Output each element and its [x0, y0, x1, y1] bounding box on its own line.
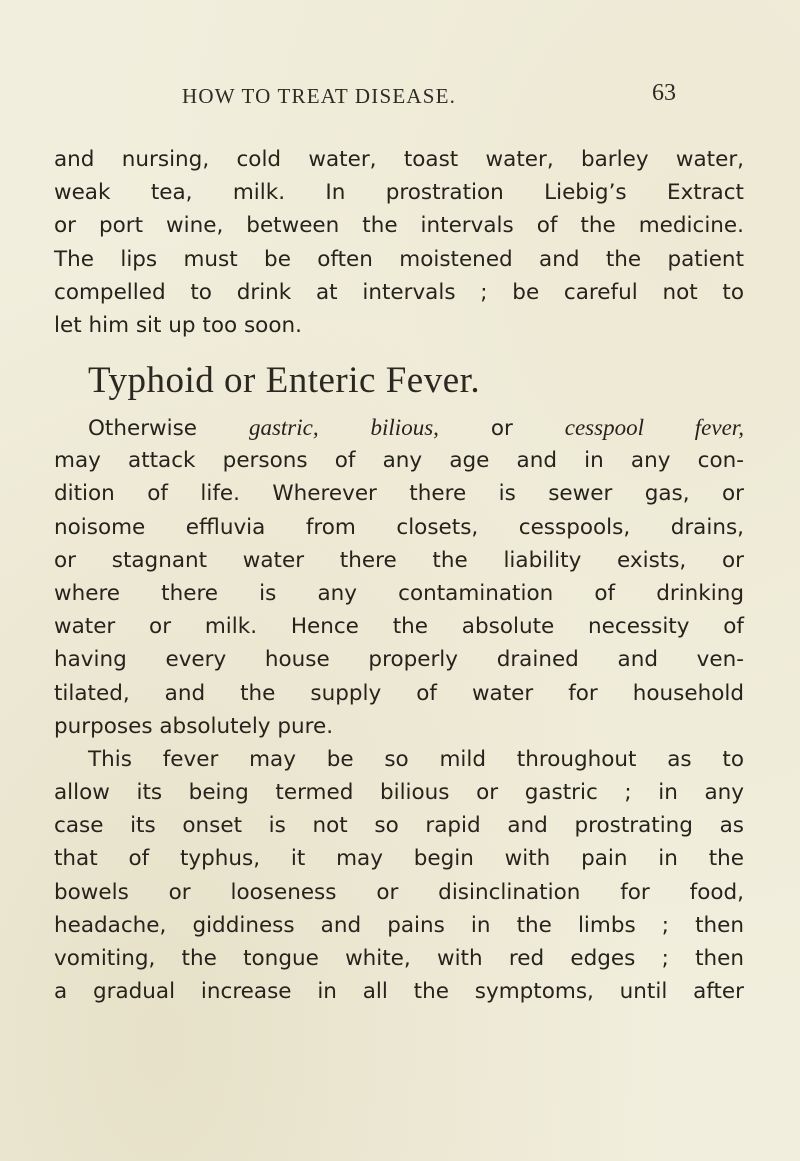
italic-term: gastric,	[248, 415, 319, 440]
text-line: tilated, and the supply of water for household	[54, 680, 744, 706]
text-line: water or milk. Hence the absolute necessity of	[54, 614, 744, 640]
text-line: let him sit up too soon.	[54, 312, 302, 338]
section-heading: Typhoid or Enteric Fever.	[88, 360, 481, 401]
text-line: may attack persons of any age and in any con-	[54, 448, 744, 474]
italic-term: bilious,	[370, 415, 439, 440]
lead-word: Otherwise	[88, 416, 198, 441]
text-line-first: This fever may be so mild throughout as to	[88, 746, 744, 772]
text-line: vomiting, the tongue white, with red edges ; then	[54, 946, 744, 971]
text-line: where there is any contamination of drinking	[54, 580, 744, 606]
text-line: having every house properly drained and ven-	[54, 647, 744, 673]
text-line: case its onset is not so rapid and prostrating as	[54, 813, 744, 839]
text-line: dition of life. Wherever there is sewer gas, or	[54, 481, 744, 507]
italic-term: cesspool fever,	[564, 415, 744, 440]
text-line: allow its being termed bilious or gastric ; in any	[54, 780, 744, 806]
text-line: a gradual increase in all the symptoms, until after	[54, 979, 744, 1005]
text-line: headache, giddiness and pains in the limbs ; then	[54, 912, 744, 938]
text-line: that of typhus, it may begin with pain in the	[54, 846, 744, 872]
text-line: or stagnant water there the liability exists, or	[54, 547, 744, 573]
text-line: or port wine, between the intervals of the medicine.	[54, 213, 744, 239]
text-line-first	[54, 411, 744, 444]
running-head: HOW TO TREAT DISEASE.	[182, 84, 457, 108]
connector-word: or	[490, 416, 513, 441]
paragraph-body	[54, 411, 744, 1008]
paragraph-continuation	[54, 143, 744, 342]
text-line: The lips must be often moistened and the patient	[54, 246, 744, 272]
page-number: 63	[652, 80, 676, 106]
text-line: and nursing, cold water, toast water, barley water,	[54, 147, 744, 172]
text-line: noisome effluvia from closets, cesspools, drains,	[54, 514, 744, 540]
text-line: bowels or looseness or disinclination for food,	[54, 879, 744, 905]
text-line: weak tea, milk. In prostration Liebig’s Extract	[54, 180, 744, 206]
text-line: purposes absolutely pure.	[54, 713, 334, 739]
text-line: compelled to drink at intervals ; be careful not to	[54, 279, 744, 305]
